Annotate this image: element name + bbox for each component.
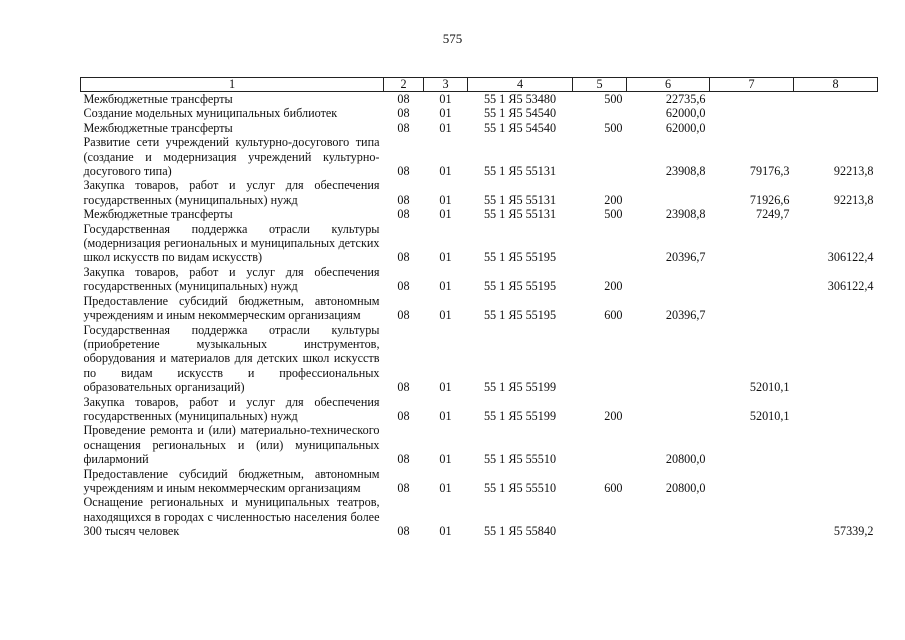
row-name: Развитие сети учреждений культурно-досугового типа (создание и модернизация учреждений культурно-досугового типа) bbox=[83, 135, 380, 179]
row-amount-col7: 79176,3 bbox=[749, 164, 790, 179]
row-expense-type: 200 bbox=[604, 192, 623, 207]
row-amount-col7: 7249,7 bbox=[755, 207, 790, 222]
row-amount-col8: 57339,2 bbox=[833, 524, 874, 539]
row-name: Закупка товаров, работ и услуг для обеспечения государственных (муниципальных) нужд bbox=[83, 394, 380, 423]
table-row bbox=[81, 467, 878, 496]
row-section: 08 bbox=[397, 308, 410, 323]
row-expense-type bbox=[573, 323, 627, 395]
table-row bbox=[81, 222, 878, 265]
row-target-article: 55 1 Я5 55840 bbox=[483, 524, 557, 539]
row-target-article: 55 1 Я5 55131 bbox=[483, 192, 557, 207]
row-amount-col6 bbox=[627, 323, 710, 395]
row-amount-col8 bbox=[794, 423, 878, 466]
row-subsection: 01 bbox=[439, 192, 452, 207]
header-col-4: 4 bbox=[468, 78, 573, 92]
row-amount-col8: 306122,4 bbox=[827, 279, 874, 294]
row-name: Предоставление субсидий бюджетным, автономным учреждениям и иным некоммерческим организациям bbox=[83, 293, 380, 323]
row-amount-col6: 20396,7 bbox=[665, 308, 706, 323]
table-row bbox=[81, 395, 878, 424]
row-amount-col7 bbox=[710, 294, 794, 323]
header-col-5: 5 bbox=[573, 78, 627, 92]
row-amount-col8: 92213,8 bbox=[833, 164, 874, 179]
table-row bbox=[81, 323, 878, 395]
row-amount-col6 bbox=[627, 495, 710, 538]
row-target-article: 55 1 Я5 54540 bbox=[483, 106, 557, 121]
row-amount-col6 bbox=[627, 178, 710, 207]
table-body bbox=[81, 92, 878, 539]
row-name: Проведение ремонта и (или) материально-технического оснащения региональных и (или) муниципальных филармоний bbox=[83, 423, 380, 467]
row-section: 08 bbox=[397, 192, 410, 207]
header-col-7: 7 bbox=[710, 78, 794, 92]
table-row bbox=[81, 106, 878, 120]
row-expense-type: 600 bbox=[604, 480, 623, 495]
table-row bbox=[81, 135, 878, 178]
row-name: Закупка товаров, работ и услуг для обеспечения государственных (муниципальных) нужд bbox=[83, 264, 380, 294]
row-target-article: 55 1 Я5 54540 bbox=[483, 120, 557, 135]
row-amount-col6: 62000,0 bbox=[665, 106, 706, 121]
row-amount-col8 bbox=[794, 323, 878, 395]
row-expense-type: 200 bbox=[604, 408, 623, 423]
row-subsection: 01 bbox=[439, 164, 452, 179]
row-subsection: 01 bbox=[439, 452, 452, 467]
row-target-article: 55 1 Я5 55195 bbox=[483, 250, 557, 265]
row-target-article: 55 1 Я5 55131 bbox=[483, 207, 557, 222]
row-amount-col7 bbox=[710, 121, 794, 135]
table-row bbox=[81, 495, 878, 538]
header-col-8: 8 bbox=[794, 78, 878, 92]
row-amount-col8: 306122,4 bbox=[827, 250, 874, 265]
row-amount-col7 bbox=[710, 423, 794, 466]
row-subsection: 01 bbox=[439, 106, 452, 121]
row-name: Предоставление субсидий бюджетным, автономным учреждениям и иным некоммерческим организациям bbox=[83, 466, 380, 495]
table-row bbox=[81, 92, 878, 107]
row-target-article: 55 1 Я5 55195 bbox=[483, 308, 557, 323]
row-amount-col6: 20800,0 bbox=[665, 452, 706, 467]
row-section: 08 bbox=[397, 279, 410, 294]
row-expense-type: 500 bbox=[604, 92, 623, 106]
row-amount-col6: 20800,0 bbox=[665, 480, 706, 495]
row-expense-type: 500 bbox=[604, 207, 623, 222]
row-amount-col7 bbox=[710, 106, 794, 120]
row-section: 08 bbox=[397, 408, 410, 423]
row-amount-col8: 92213,8 bbox=[833, 192, 874, 207]
row-section: 08 bbox=[397, 480, 410, 495]
header-col-6: 6 bbox=[627, 78, 710, 92]
row-section: 08 bbox=[397, 524, 410, 539]
row-subsection: 01 bbox=[439, 207, 452, 222]
row-amount-col6: 23908,8 bbox=[665, 207, 706, 222]
row-subsection: 01 bbox=[439, 92, 452, 106]
header-col-1: 1 bbox=[81, 78, 384, 92]
row-name: Межбюджетные трансферты bbox=[83, 207, 233, 222]
row-subsection: 01 bbox=[439, 250, 452, 265]
row-name: Межбюджетные трансферты bbox=[83, 120, 233, 135]
table-row bbox=[81, 294, 878, 323]
table-row bbox=[81, 207, 878, 221]
row-subsection: 01 bbox=[439, 279, 452, 294]
row-name: Закупка товаров, работ и услуг для обеспечения государственных (муниципальных) нужд bbox=[83, 178, 380, 207]
row-target-article: 55 1 Я5 55195 bbox=[483, 279, 557, 294]
budget-table bbox=[80, 77, 878, 539]
table-row bbox=[81, 423, 878, 466]
row-name: Государственная поддержка отрасли культуры (приобретение музыкальных инструментов, оборудования и материалов для детских школ искусств по видам искусств и профессиональных образовательных организаций) bbox=[83, 322, 380, 395]
row-amount-col8 bbox=[794, 207, 878, 221]
table-row bbox=[81, 265, 878, 294]
row-target-article: 55 1 Я5 53480 bbox=[483, 92, 557, 106]
row-section: 08 bbox=[397, 106, 410, 121]
page-number: 575 bbox=[442, 31, 463, 46]
table-header bbox=[81, 78, 878, 92]
row-section: 08 bbox=[397, 380, 410, 395]
row-expense-type: 200 bbox=[604, 279, 623, 294]
row-subsection: 01 bbox=[439, 380, 452, 395]
row-expense-type: 500 bbox=[604, 120, 623, 135]
header-col-3: 3 bbox=[424, 78, 468, 92]
row-amount-col7 bbox=[710, 222, 794, 265]
row-section: 08 bbox=[397, 120, 410, 135]
row-expense-type bbox=[573, 495, 627, 538]
row-amount-col8 bbox=[794, 121, 878, 135]
row-expense-type bbox=[573, 135, 627, 178]
row-target-article: 55 1 Я5 55199 bbox=[483, 408, 557, 423]
table-row bbox=[81, 178, 878, 207]
row-name: Государственная поддержка отрасли культуры (модернизация региональных и муниципальных детских школ искусств по видам искусств) bbox=[83, 221, 380, 265]
row-name: Создание модельных муниципальных библиотек bbox=[83, 106, 338, 121]
row-section: 08 bbox=[397, 92, 410, 106]
row-amount-col8 bbox=[794, 395, 878, 424]
row-expense-type bbox=[573, 423, 627, 466]
row-name: Оснащение региональных и муниципальных театров, находящихся в городах с численностью населения более 300 тысяч человек bbox=[83, 495, 380, 539]
row-amount-col8 bbox=[794, 467, 878, 496]
row-name: Межбюджетные трансферты bbox=[83, 92, 233, 106]
row-section: 08 bbox=[397, 250, 410, 265]
row-amount-col7: 52010,1 bbox=[749, 380, 790, 395]
row-section: 08 bbox=[397, 207, 410, 222]
row-amount-col6: 20396,7 bbox=[665, 250, 706, 265]
table-row bbox=[81, 121, 878, 135]
row-amount-col6: 23908,8 bbox=[665, 164, 706, 179]
row-amount-col6 bbox=[627, 395, 710, 424]
row-amount-col7 bbox=[710, 467, 794, 496]
row-amount-col7: 71926,6 bbox=[749, 192, 790, 207]
header-row bbox=[81, 78, 878, 92]
row-amount-col6: 22735,6 bbox=[665, 92, 706, 106]
row-amount-col7: 52010,1 bbox=[749, 408, 790, 423]
row-amount-col7 bbox=[710, 265, 794, 294]
header-col-2: 2 bbox=[384, 78, 424, 92]
row-subsection: 01 bbox=[439, 408, 452, 423]
row-amount-col6 bbox=[627, 265, 710, 294]
row-subsection: 01 bbox=[439, 524, 452, 539]
row-expense-type bbox=[573, 106, 627, 120]
row-amount-col8 bbox=[794, 92, 878, 107]
row-amount-col6: 62000,0 bbox=[665, 120, 706, 135]
row-expense-type: 600 bbox=[604, 308, 623, 323]
row-amount-col8 bbox=[794, 294, 878, 323]
row-section: 08 bbox=[397, 164, 410, 179]
row-amount-col7 bbox=[710, 495, 794, 538]
row-target-article: 55 1 Я5 55510 bbox=[483, 480, 557, 495]
row-target-article: 55 1 Я5 55199 bbox=[483, 380, 557, 395]
row-target-article: 55 1 Я5 55131 bbox=[483, 164, 557, 179]
row-expense-type bbox=[573, 222, 627, 265]
row-amount-col7 bbox=[710, 92, 794, 107]
row-subsection: 01 bbox=[439, 120, 452, 135]
row-subsection: 01 bbox=[439, 480, 452, 495]
row-section: 08 bbox=[397, 452, 410, 467]
row-amount-col8 bbox=[794, 106, 878, 120]
row-target-article: 55 1 Я5 55510 bbox=[483, 452, 557, 467]
row-subsection: 01 bbox=[439, 308, 452, 323]
